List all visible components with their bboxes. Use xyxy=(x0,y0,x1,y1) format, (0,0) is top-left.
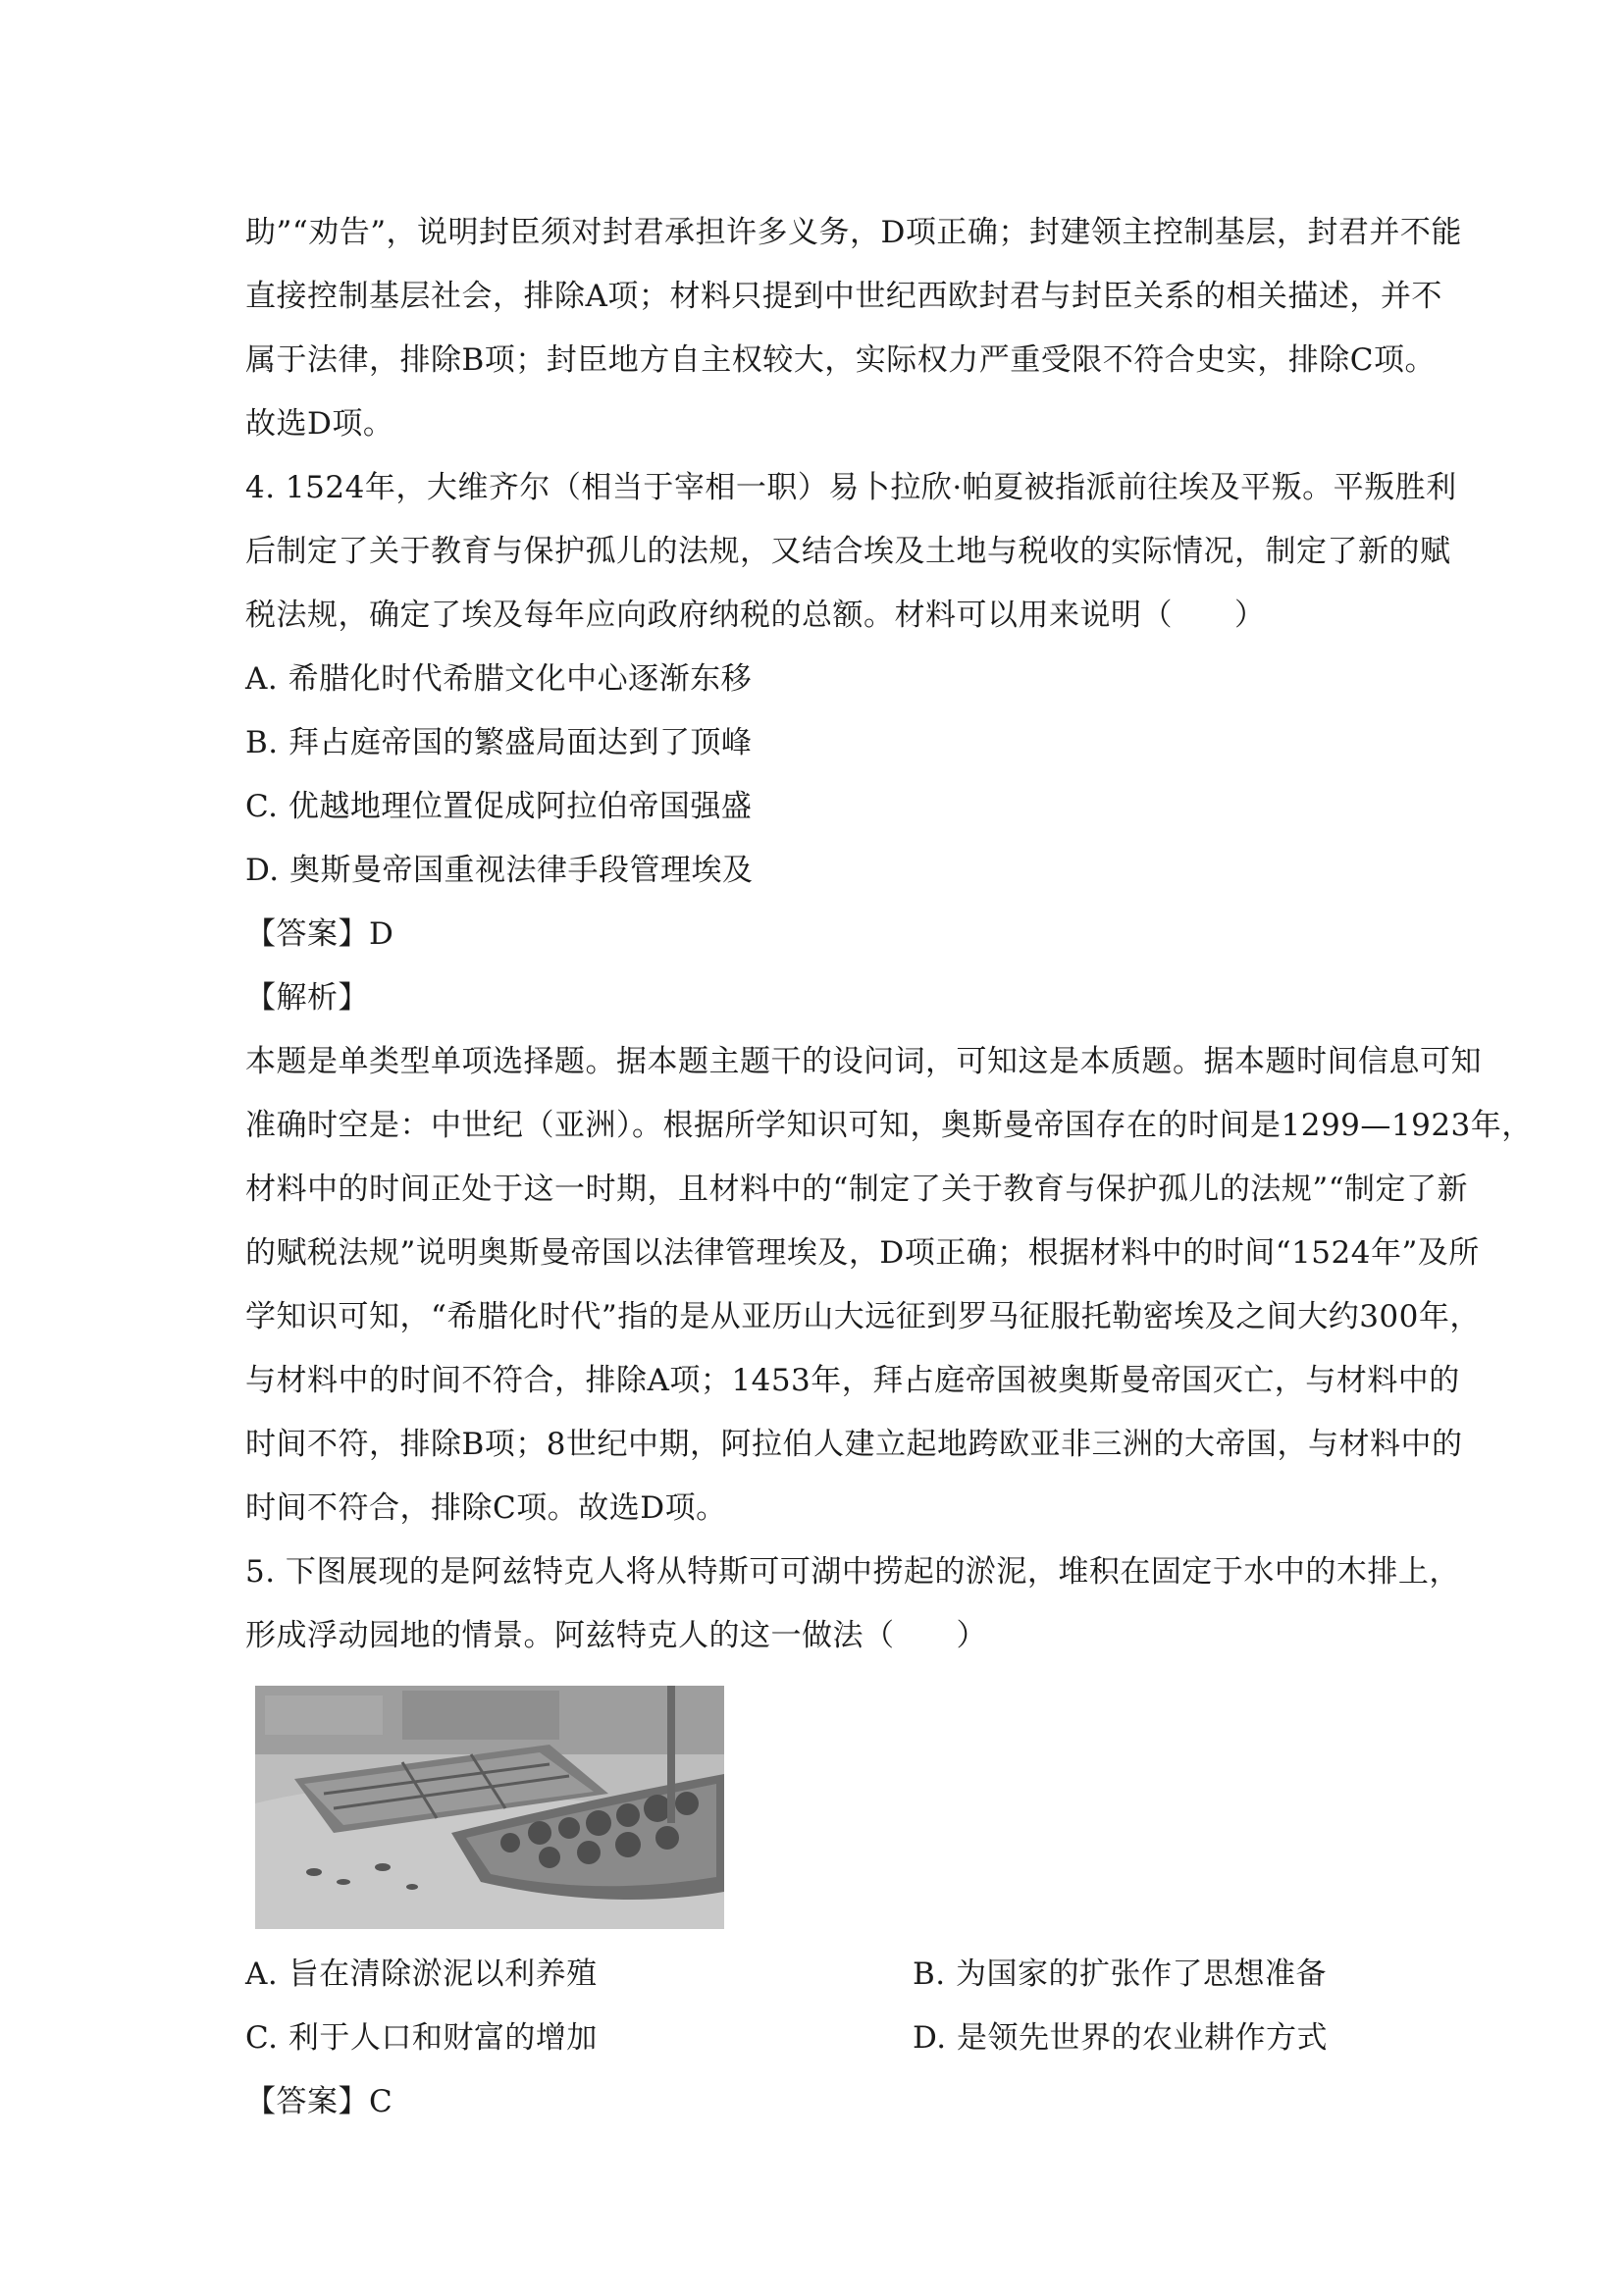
analysis-text: 准确时空是：中世纪（亚洲）。根据所学知识可知，奥斯曼帝国存在的时间是1299—1923年， xyxy=(245,1108,1533,1143)
question-4-stem: 税法规，确定了埃及每年应向政府纳税的总额。材料可以用来说明（ ） xyxy=(245,598,1266,633)
question-5-option-d: D. 是领先世界的农业耕作方式 xyxy=(913,2020,1328,2056)
question-4-analysis-heading: 【解析】 xyxy=(245,980,369,1016)
question-5-stem: 5. 下图展现的是阿兹特克人将从特斯可可湖中捞起的淤泥，堆积在固定于水中的木排上， xyxy=(245,1554,1460,1590)
document-page xyxy=(245,201,1533,2134)
question-5-option-b: B. 为国家的扩张作了思想准备 xyxy=(913,1957,1327,1992)
question-4-stem: 后制定了关于教育与保护孤儿的法规，又结合埃及土地与税收的实际情况，制定了新的赋 xyxy=(245,534,1451,569)
analysis-text: 时间不符合，排除C项。故选D项。 xyxy=(245,1490,727,1526)
analysis-text: 材料中的时间正处于这一时期，且材料中的“制定了关于教育与保护孤儿的法规”“制定了新 xyxy=(245,1172,1469,1207)
analysis-text: 本题是单类型单项选择题。据本题主题干的设问词，可知这是本质题。据本题时间信息可知 xyxy=(245,1044,1482,1079)
question-4-option-b: B. 拜占庭帝国的繁盛局面达到了顶峰 xyxy=(245,725,753,760)
text-line: 助”“劝告”，说明封臣须对封君承担许多义务，D项正确；封建领主控制基层，封君并不能 xyxy=(245,215,1462,250)
question-4-option-a: A. 希腊化时代希腊文化中心逐渐东移 xyxy=(245,661,753,697)
question-4-answer: 【答案】D xyxy=(245,916,394,952)
question-5-stem: 形成浮动园地的情景。阿兹特克人的这一做法（ ） xyxy=(245,1618,987,1653)
chinampa-illustration xyxy=(255,1686,724,1929)
analysis-text: 的赋税法规”说明奥斯曼帝国以法律管理埃及，D项正确；根据材料中的时间“1524年”及所 xyxy=(245,1235,1480,1271)
question-5-answer: 【答案】C xyxy=(245,2084,393,2119)
analysis-text: 时间不符，排除B项；8世纪中期，阿拉伯人建立起地跨欧亚非三洲的大帝国，与材料中的 xyxy=(245,1427,1463,1462)
question-4-option-d: D. 奥斯曼帝国重视法律手段管理埃及 xyxy=(245,853,754,888)
question-5-options-row-1 xyxy=(245,1943,1393,2007)
text-line: 属于法律，排除B项；封臣地方自主权较大，实际权力严重受限不符合史实，排除C项。 xyxy=(245,342,1436,378)
analysis-text: 与材料中的时间不符合，排除A项；1453年，拜占庭帝国被奥斯曼帝国灭亡，与材料中的 xyxy=(245,1363,1460,1398)
question-5-option-a: A. 旨在清除淤泥以利养殖 xyxy=(245,1957,598,1992)
question-4-stem: 4. 1524年，大维齐尔（相当于宰相一职）易卜拉欣·帕夏被指派前往埃及平叛。平叛胜利 xyxy=(245,470,1457,505)
question-4-option-c: C. 优越地理位置促成阿拉伯帝国强盛 xyxy=(245,789,753,824)
analysis-text: 学知识可知，“希腊化时代”指的是从亚历山大远征到罗马征服托勒密埃及之间大约300年， xyxy=(245,1299,1481,1334)
text-line: 故选D项。 xyxy=(245,406,394,442)
text-line: 直接控制基层社会，排除A项；材料只提到中世纪西欧封君与封臣关系的相关描述，并不 xyxy=(245,279,1442,314)
question-5-options-row-2 xyxy=(245,2007,1393,2070)
question-5-option-c: C. 利于人口和财富的增加 xyxy=(245,2020,598,2056)
